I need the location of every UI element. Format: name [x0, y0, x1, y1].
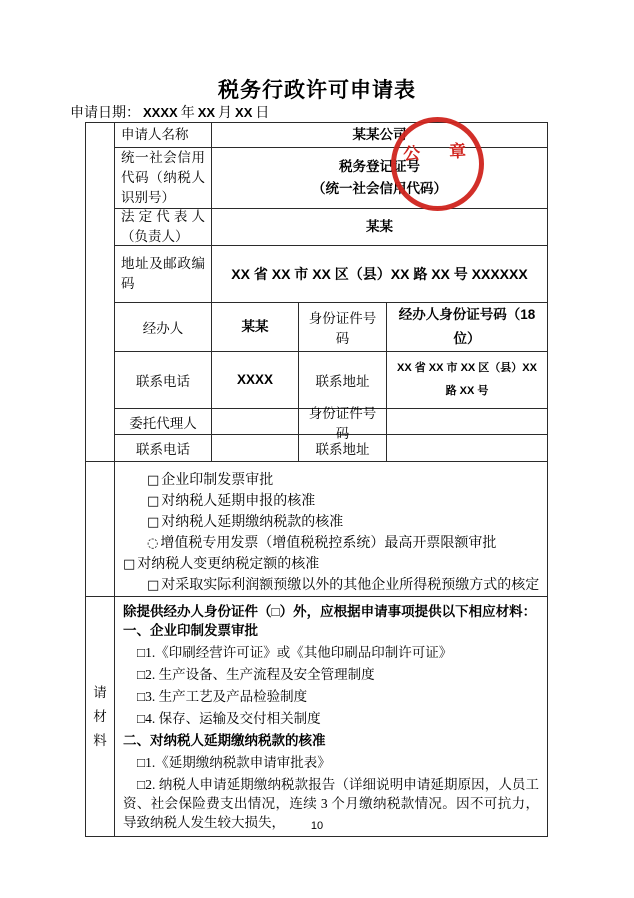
credit-code-label: 统一社会信用代码（纳税人识别号）	[115, 148, 212, 208]
materials-item: □4. 保存、运输及交付相关制度	[137, 711, 321, 726]
page-number: 10	[310, 820, 324, 832]
materials-intro: 除提供经办人身份证件（□）外，应根据申请事项提供以下相应材料：	[123, 604, 537, 619]
handler-name-value: 某某	[212, 303, 299, 351]
handler-id-value: 经办人身份证号码（18位）	[398, 307, 536, 346]
materials-item: □3. 生产工艺及产品检验制度	[137, 689, 308, 704]
legal-representative-value: 某某	[366, 219, 393, 234]
address-postcode-value: XX 省 XX 市 XX 区（县）XX 路 XX 号 XXXXXX	[231, 266, 528, 282]
application-form-table	[85, 122, 548, 837]
handler-phone-value: XXXX	[212, 352, 299, 408]
materials-item: □2. 生产设备、生产流程及安全管理制度	[137, 667, 375, 682]
applicant-name-value: 某某公司	[352, 127, 407, 142]
agent-phone-label: 联系电话	[115, 435, 212, 461]
materials-item: □1.《延期缴纳税款申请审批表》	[137, 755, 331, 770]
agent-phone-value	[212, 435, 299, 461]
page-title: 税务行政许可申请表	[218, 79, 416, 102]
handler-address-label: 联系地址	[299, 352, 387, 408]
agent-label: 委托代理人	[115, 409, 212, 434]
date-day-value: XX	[235, 105, 253, 120]
seal-text: 公 章	[402, 141, 473, 164]
table-row	[115, 303, 547, 352]
dotted-circle-icon: ◌	[147, 536, 159, 551]
applicant-section-side-cell	[86, 123, 115, 461]
table-row	[115, 209, 547, 246]
materials-side-label: 请材料	[93, 684, 107, 748]
license-item-label: 对纳税人延期申报的核准	[161, 494, 316, 509]
legal-representative-label: 法定代表人（负责人）	[115, 209, 212, 245]
agent-address-label: 联系地址	[299, 435, 387, 461]
checkbox-icon: □	[123, 557, 136, 572]
checkbox-icon: □	[147, 515, 160, 530]
license-item	[123, 554, 539, 575]
checkbox-icon: □	[147, 494, 160, 509]
table-row	[115, 246, 547, 303]
handler-label: 经办人	[115, 303, 212, 351]
date-year-value: XXXX	[143, 105, 178, 120]
table-row	[115, 405, 547, 441]
tax-registration-line1: 税务登记证号	[339, 159, 420, 174]
license-item	[123, 491, 539, 512]
materials-section1-title: 一、企业印制发票审批	[123, 623, 258, 638]
address-postcode-label: 地址及邮政编码	[115, 246, 212, 302]
date-year-unit: 年	[180, 106, 195, 121]
tax-registration-line2: （统一社会信用代码）	[312, 181, 447, 196]
materials-item: □1.《印刷经营许可证》或《其他印刷品印制许可证》	[137, 645, 453, 660]
materials-section	[86, 597, 547, 836]
license-item-label: 增值税专用发票（增值税税控系统）最高开票限额审批	[160, 536, 497, 551]
table-row	[115, 435, 547, 461]
checkbox-icon: □	[147, 473, 160, 488]
license-item-label: 企业印制发票审批	[161, 473, 274, 488]
agent-address-value	[387, 435, 547, 461]
date-month-unit: 月	[218, 106, 233, 121]
materials-side-cell	[86, 597, 115, 836]
materials-item: □2. 纳税人申请延期缴纳税款报告（详细说明申请延期原因，人员工资、社会保险费支出情况，连续 3 个月缴纳税款情况。因不可抗力，导致纳税人发生较大损失，	[123, 777, 539, 830]
handler-phone-label: 联系电话	[115, 352, 212, 408]
license-item-label: 对采取实际利润额预缴以外的其他企业所得税预缴方式的核定	[161, 578, 540, 593]
date-label: 申请日期：	[70, 106, 140, 121]
license-section-side-cell	[86, 462, 115, 596]
handler-id-label: 身份证件号码	[299, 303, 387, 351]
agent-id-value	[387, 409, 547, 434]
table-row	[115, 352, 547, 409]
license-item	[123, 575, 539, 596]
agent-id-label: 身份证件号码	[299, 409, 387, 434]
date-month-value: XX	[197, 105, 216, 120]
agent-name-value	[212, 409, 299, 434]
date-day-unit: 日	[255, 106, 270, 121]
license-item-label: 对纳税人变更纳税定额的核准	[137, 557, 320, 572]
application-date-line	[70, 102, 269, 122]
license-item	[123, 533, 539, 554]
license-item	[123, 512, 539, 533]
license-item	[123, 470, 539, 491]
license-items-section	[86, 462, 547, 597]
credit-code-value	[212, 148, 547, 208]
handler-address-value: XX 省 XX 市 XX 区（县）XX 路 XX 号	[397, 362, 537, 397]
license-item-label: 对纳税人延期缴纳税款的核准	[161, 515, 344, 530]
materials-section2-title: 二、对纳税人延期缴纳税款的核准	[123, 733, 326, 748]
company-seal	[391, 117, 484, 211]
applicant-name-label: 申请人名称	[115, 123, 212, 147]
checkbox-icon: □	[147, 578, 160, 593]
